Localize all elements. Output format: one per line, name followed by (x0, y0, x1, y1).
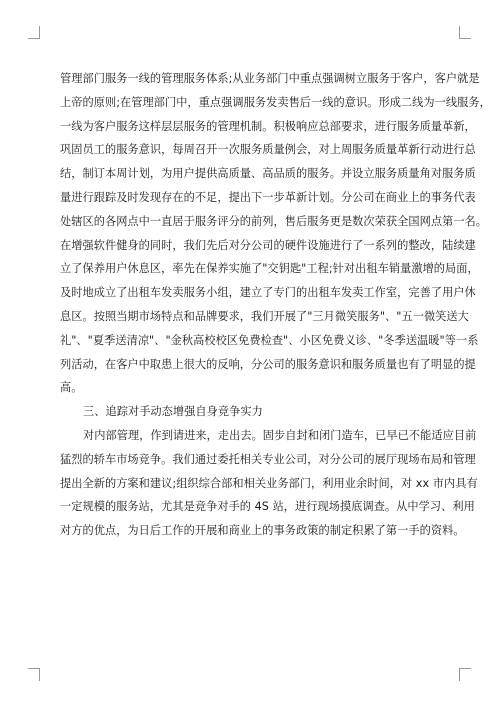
body-line: 猛烈的轿车市场竞争。我们通过委托相关专业公司，对分公司的展厅现场布局和管理 (60, 452, 476, 466)
body-line: 息区。按照当期市场特点和品牌要求，我们开展了"三月微笑服务"、"五一微笑送大 (60, 309, 469, 323)
body-line: 礼"、"夏季送清凉"、"金秋高校校区免费检查"、小区免费义诊、"冬季送温暖"等一系 (60, 333, 479, 347)
body-line: 在增强软件健身的同时，我们先后对分公司的硬件设施进行了一系列的整改，陆续建 (60, 238, 476, 252)
body-line: 提出全新的方案和建议;组织综合部和相关业务部门，利用业余时间，对 xx 市内具有 (60, 476, 478, 490)
body-line: 对方的优点，为日后工作的开展和商业上的事务政策的制定积累了第一手的资料。 (60, 524, 465, 538)
document-body (60, 67, 491, 543)
body-line: 高。 (60, 381, 83, 395)
body-line: 一线为客户服务这样层层服务的管理机制。积极响应总部要求，进行服务质量革新， (60, 119, 476, 133)
crop-mark-bottom-right (459, 668, 471, 681)
crop-mark-top-left (28, 26, 40, 39)
body-line: 及时地成立了出租车发卖服务小组，建立了专门的出租车发卖工作室，完善了用户休 (60, 286, 476, 300)
body-line: 量进行跟踪及时发现存在的不足，提出下一步革新计划。分公司在商业上的事务代表 (60, 190, 476, 204)
body-line: 结，制订本周计划，为用户提供高质量、高品质的服务。并设立服务质量角对服务质 (60, 167, 476, 181)
body-line: 管理部门服务一线的管理服务体系;从业务部门中重点强调树立服务于客户，客户就是 (60, 72, 480, 85)
body-line: 立了保养用户休息区，率先在保养实施了"交钥匙"工程;针对出租车销量激增的局面， (60, 262, 479, 276)
body-line: 上帝的原则;在管理部门中，重点强调服务发卖售后一线的意识。形成二线为一线服务， (60, 95, 491, 109)
body-line: 处辖区的各网点中一直居于服务评分的前列，售后服务更是数次荣获全国网点第一名。 (60, 214, 488, 228)
crop-mark-bottom-left (28, 668, 40, 681)
crop-mark-top-right (459, 26, 471, 39)
body-line: 对内部管理，作到请进来，走出去。固步自封和闭门造车，已早已不能适应目前 (83, 428, 477, 442)
section-heading: 三、追踪对手动态增强自身竞争实力 (83, 405, 263, 419)
body-line: 列活动，在客户中取患上很大的反响，分公司的服务意识和服务质量也有了明显的提 (60, 357, 476, 371)
body-line: 一定规模的服务站，尤其是竞争对手的 4S 站，进行现场摸底调查。从中学习、利用 (60, 500, 475, 514)
body-line: 巩固员工的服务意识，每周召开一次服务质量例会，对上周服务质量革新行动进行总 (60, 143, 476, 157)
